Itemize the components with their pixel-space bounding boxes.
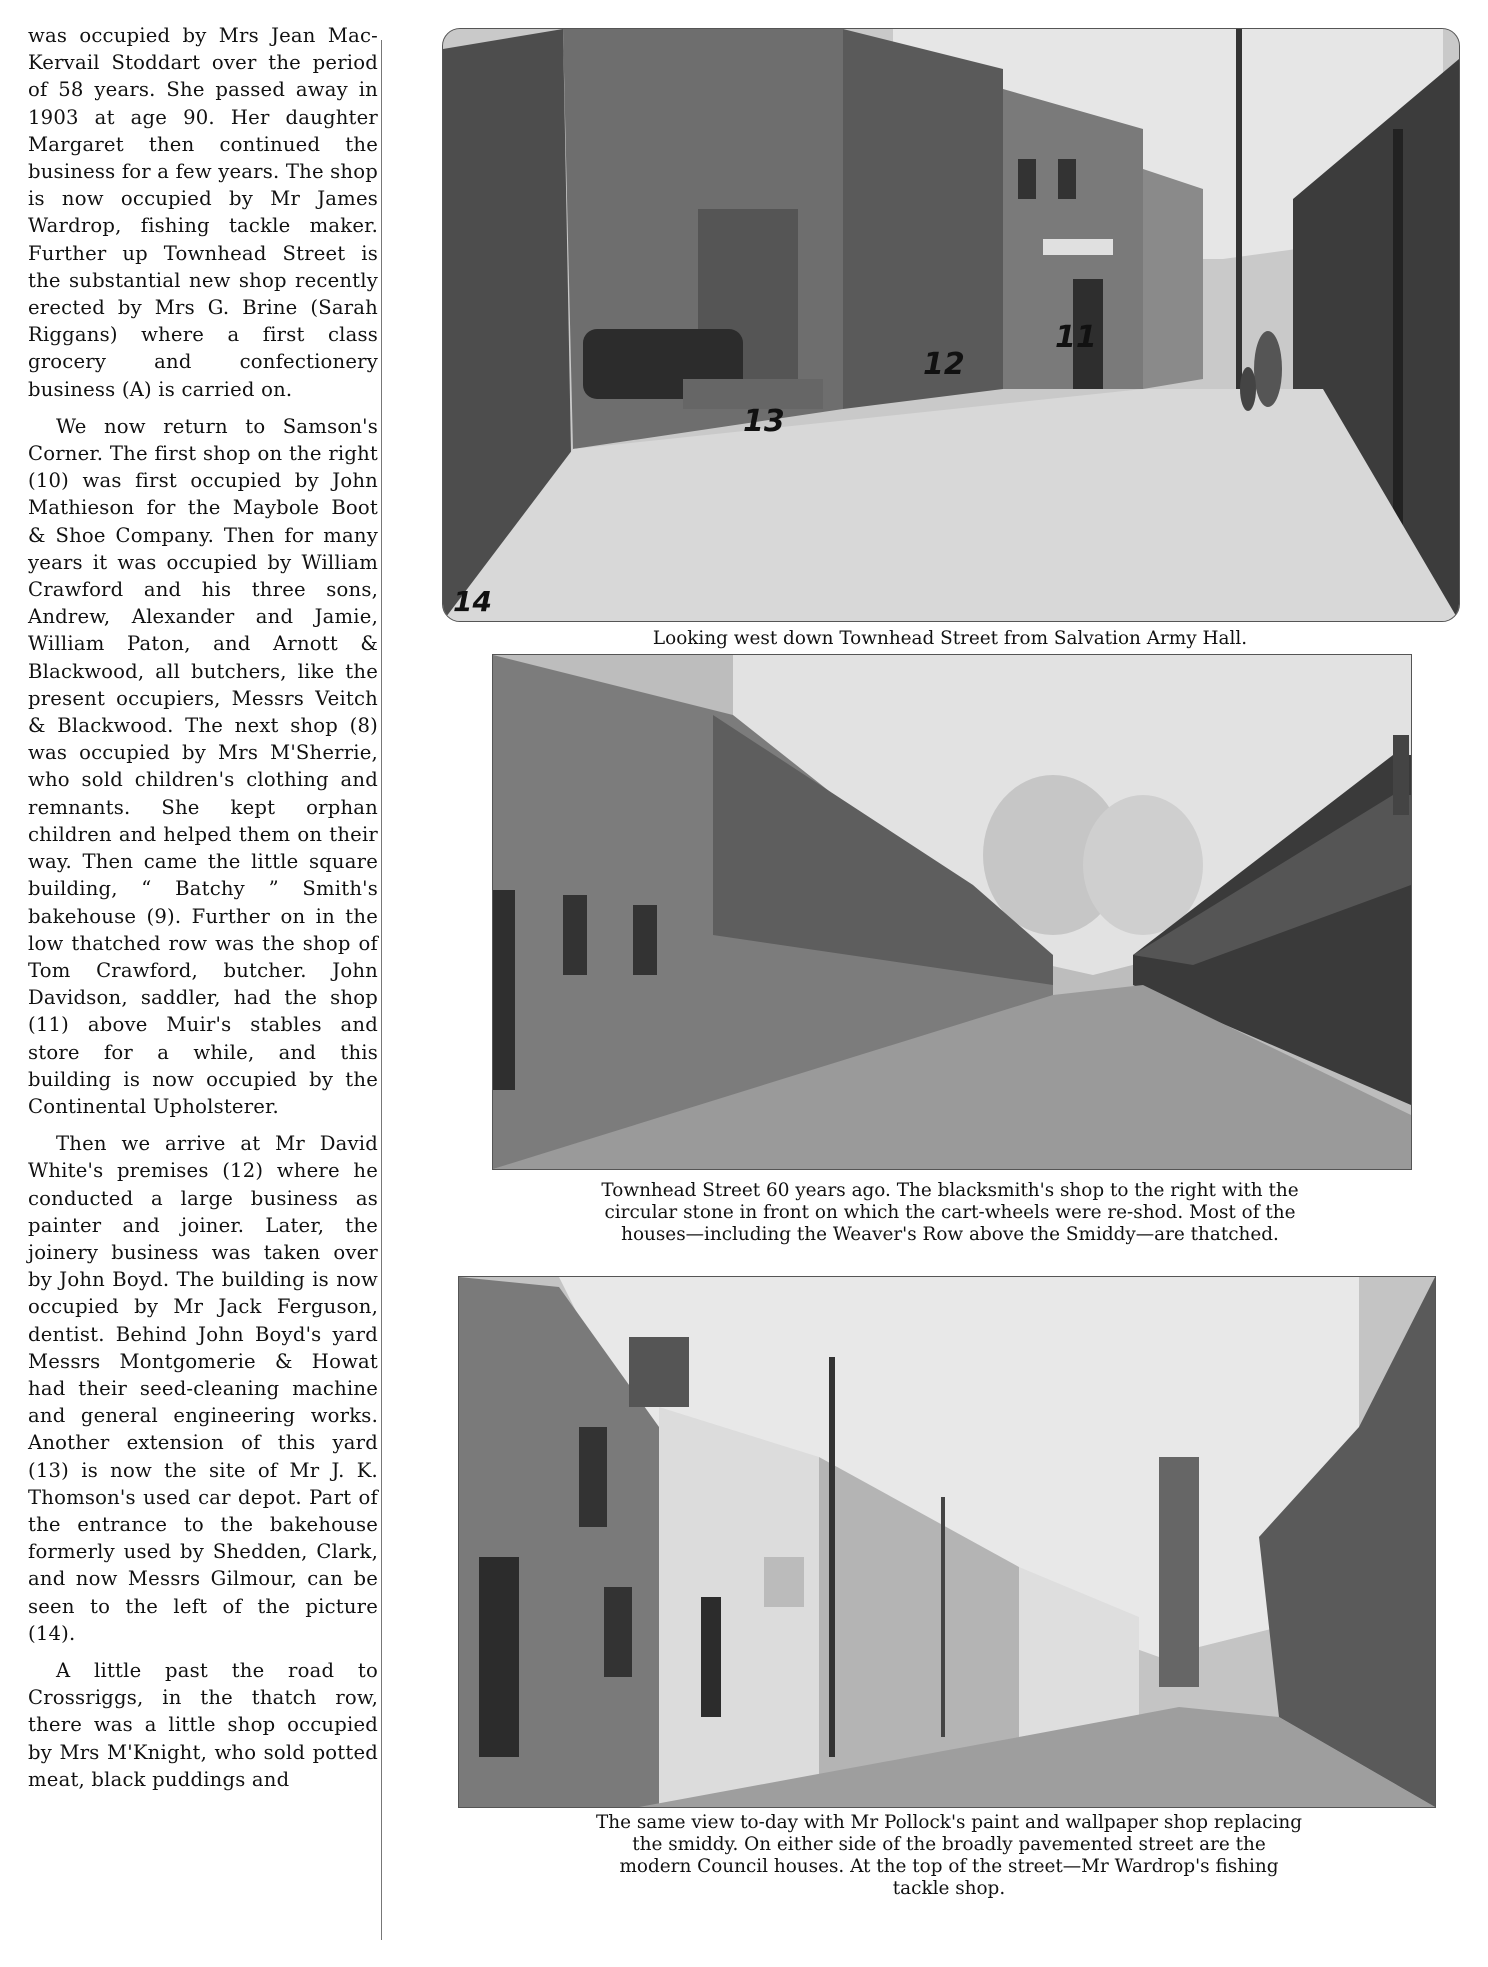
photo-townhead-street-60-years-ago [492,654,1412,1170]
photo-townhead-street-west [442,28,1460,622]
article-paragraph-3: Then we arrive at Mr David White's premises (12) where he conducted a large business as painter and joiner. Later, the joinery business was taken over by John Boyd. The building is now occupied by Mr Jack Ferguson, dentist. Behind John Boyd's yard Messrs Montgomerie & Howat had their seed-cleaning machine and general engineering works. Another extension of this yard (13) is now the site of Mr J. K. Thomson's used car depot. Part of the entrance to the bakehouse formerly used by Shedden, Clark, and now Messrs Gilmour, can be seen to the left of the picture (14). [28,1132,378,1645]
marker-12: 12 [923,347,965,382]
article-paragraph-2: We now return to Samson's Corner. The first shop on the right (10) was first occupied by John Mathieson for the Maybole Boot & Shoe Company. Then for many years it was occupied by William Crawford and his three sons, Andrew, Alexander and Jamie, William Paton, and Arnott & Blackwood, all butchers, like the present occupiers, Messrs Veitch & Blackwood. The next shop (8) was occupied by Mrs M'Sherrie, who sold children's clothing and remnants. She kept orphan children and helped them on their way. Then came the little square building, “ Batchy ” Smith's bakehouse (9). Further on in the low thatched row was the shop of Tom Crawford, butcher. John Davidson, saddler, had the shop (11) above Muir's stables and store for a while, and this building is now occupied by the Continental Upholsterer. [28,414,378,1118]
photo-3-caption: The same view to-day with Mr Pollock's paint and wallpaper shop replacing the smiddy. On either side of the broadly pavemented street are the modern Council houses. At the top of the street—Mr Wardrop's fishing tackle shop. [596,1812,1302,1899]
column-divider [381,40,382,1940]
photo-2-caption: Townhead Street 60 years ago. The blacksmith's shop to the right with the circular stone in front on which the cart-wheels were re-shod. Most of the houses—including the Weaver's Row above the Smiddy—are thatched. [601,1180,1299,1245]
article-paragraph-1: was occupied by Mrs Jean Mac-Kervail Stoddart over the period of 58 years. She passed away in 1903 at age 90. Her daughter Margaret then continued the business for a few years. The shop is now occupied by Mr James Wardrop, fishing tackle maker. Further up Townhead Street is the substantial new shop recently erected by Mrs G. Brine (Sarah Riggans) where a first class grocery and confectionery business (A) is carried on. [28,24,378,401]
marker-14: 14 [453,585,492,618]
article-column [28,22,378,1803]
photo-1-caption: Looking west down Townhead Street from Salvation Army Hall. [652,628,1248,649]
marker-13: 13 [743,404,785,439]
article-paragraph-4: A little past the road to Crossriggs, in the thatch row, there was a little shop occupied by Mrs M'Knight, who sold potted meat, black puddings and [28,1658,378,1791]
photo-townhead-street-today [458,1276,1436,1808]
marker-11: 11 [1055,320,1097,355]
